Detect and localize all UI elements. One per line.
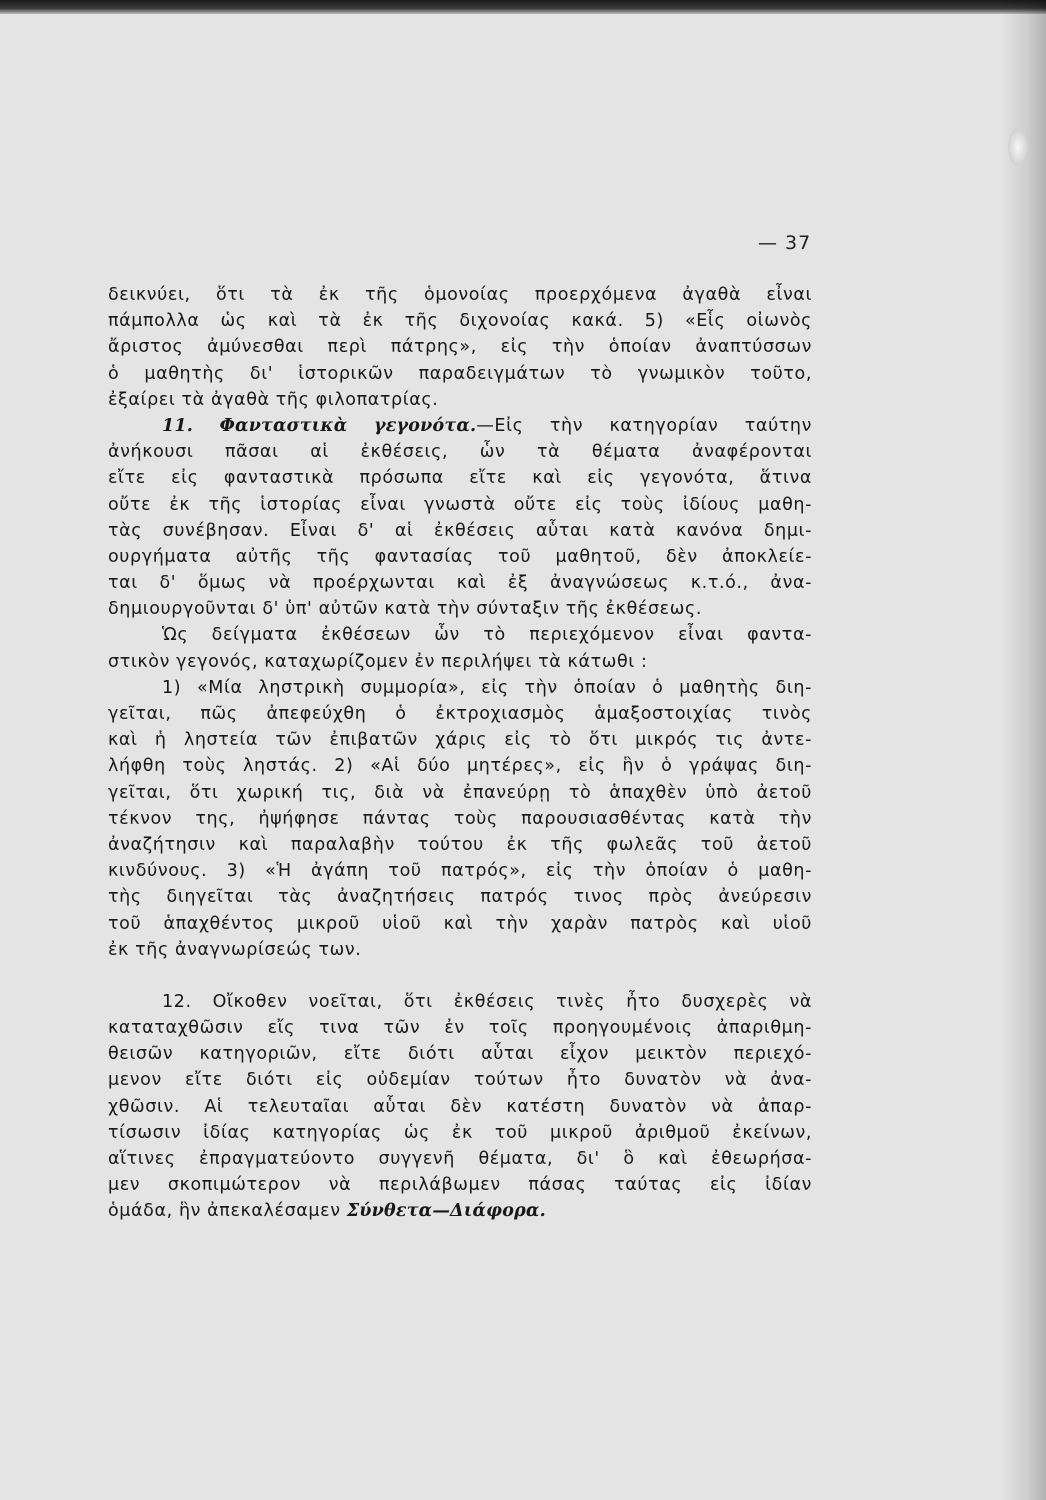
list-line: ἐκ τῆς ἀναγνωρίσεώς των. [108,939,362,960]
section-11-first-line [108,413,812,439]
list-line: τὴς διηγεῖται τὰς ἀναζητήσεις πατρός τινος πρὸς ἀνεύρεσιν [108,887,812,908]
section-12-line: θεισῶν κατηγοριῶν, εἴτε διότι αὗται εἶχον μεικτὸν περιεχό- [108,1044,812,1065]
list-line: κινδύνους. 3) «Ἡ ἀγάπη τοῦ πατρός», εἰς τὴν ὁποίαν ὁ μαθη- [108,861,812,882]
list-line: καὶ ἡ ληστεία τῶν ἐπιβατῶν χάρις εἰς τὸ ὅτι μικρός τις ἀντε- [108,730,812,751]
list-line: γεῖται, πῶς ἀπεφεύχθη ὁ ἐκτροχιασμὸς ἁμαξοστοιχίας τινὸς [108,704,812,724]
section-11-line: τὰς συνέβησαν. Εἶναι δ' αἱ ἐκθέσεις αὗται κατὰ κανόνα δημι- [108,520,812,541]
list-line: ἀναζήτησιν καὶ παραλαβὴν τούτου ἐκ τῆς φωλεᾶς τοῦ ἀετοῦ [108,834,812,855]
body-line: ἐξαίρει τὰ ἀγαθὰ τῆς φιλοπατρίας. [108,389,439,410]
section-11-heading: 11. Φανταστικὰ γεγονότα. [162,415,477,436]
section-11-line: εἴτε εἰς φανταστικὰ πρόσωπα εἴτε καὶ εἰς γεγονότα, ἅτινα [108,468,812,489]
section-11-line: ουργήματα αὐτῆς τῆς φαντασίας τοῦ μαθητοῦ, δὲν ἀποκλείε- [108,546,812,567]
list-line: τοῦ ἁπαχθέντος μικροῦ υἱοῦ καὶ τὴν χαρὰν πατρὸς καὶ υἱοῦ [108,913,812,934]
section-12-emphasis: Σύνθετα—Διάφορα. [346,1201,546,1222]
section-12-line: καταταχθῶσιν εἴς τινα τῶν ἐν τοῖς προηγουμένοις ἀπαριθμη- [108,1018,812,1039]
section-12-last-line-text: ὁμάδα, ἣν ἀπεκαλέσαμεν [108,1201,347,1222]
section-11-line: ται δ' ὅμως νὰ προέρχωνται καὶ ἐξ ἀναγνώσεως κ.τ.ό., ἀνα- [108,573,812,594]
section-11-first-line-text: —Εἰς τὴν κατηγορίαν ταύτην [476,415,812,436]
list-line: τέκνον της, ἠψήφησε πάντας τοὺς παρουσιασθέντας κατὰ τὴν [108,808,812,829]
paper-speck [1008,128,1028,166]
section-gap [108,963,812,989]
body-line: δεικνύει, ὅτι τὰ ἐκ τῆς ὁμονοίας προερχόμενα ἀγαθὰ εἶναι [108,285,812,305]
list-line: λήφθη τοὺς ληστάς. 2) «Αἱ δύο μητέρες», εἰς ἣν ὁ γράψας διη- [108,756,812,777]
scan-top-edge [0,0,1046,14]
section-12-line: τίσωσιν ἰδίας κατηγορίας ὡς ἐκ τοῦ μικροῦ ἀριθμοῦ ἐκείνων, [108,1122,812,1143]
list-line: γεῖται, ὅτι χωρική τις, διὰ νὰ ἐπανεύρῃ τὸ ἁπαχθὲν ὑπὸ ἀετοῦ [108,782,812,803]
list-line: 1) «Μία ληστρικὴ συμμορία», εἰς τὴν ὁποίαν ὁ μαθητὴς διη- [162,677,812,698]
section-11-line: οὔτε ἐκ τῆς ἱστορίας εἶναι γνωστὰ οὔτε εἰς τοὺς ἰδίους μαθη- [108,494,812,515]
section-11-line: δημιουργοῦνται δ' ὑπ' αὐτῶν κατὰ τὴν σύνταξιν τῆς ἐκθέσεως. [108,599,702,620]
body-line: πάμπολλα ὡς καὶ τὰ ἐκ τῆς διχονοίας κακά. 5) «Εἷς οἰωνὸς [108,311,812,332]
section-12-line: 12. Οἴκοθεν νοεῖται, ὅτι ἐκθέσεις τινὲς ἦτο δυσχερὲς νὰ [162,991,812,1012]
section-12-line: μενον εἴτε διότι εἰς οὐδεμίαν τούτων ἦτο δυνατὸν νὰ ἀνα- [108,1070,812,1091]
section-12-line: μεν σκοπιμώτερον νὰ περιλάβωμεν πάσας ταύτας εἰς ἰδίαν [108,1175,812,1196]
section-11-line: ἀνήκουσι πᾶσαι αἱ ἐκθέσεις, ὧν τὰ θέματα ἀναφέρονται [108,442,812,463]
scan-right-shadow [1000,0,1046,1500]
body-line: ὁ μαθητὴς δι' ἱστορικῶν παραδειγμάτων τὸ γνωμικὸν τοῦτο, [108,363,812,384]
body-line: ἄριστος ἀμύνεσθαι περὶ πάτρης», εἰς τὴν ὁποίαν ἀναπτύσσων [108,337,812,358]
examples-line: Ὡς δείγματα ἐκθέσεων ὧν τὸ περιεχόμενον εἶναι φαντα- [162,625,812,646]
section-12-last-line [108,1198,812,1224]
section-12-line: χθῶσιν. Αἱ τελευταῖαι αὗται δὲν κατέστη δυνατὸν νὰ ἀπαρ- [108,1096,812,1117]
page-number: — 37 [758,232,812,254]
examples-line: στικὸν γεγονός, καταχωρίζομεν ἐν περιλήψει τὰ κάτωθι : [108,651,648,672]
section-12-line: αἵτινες ἐπραγματεύοντο συγγενῆ θέματα, δι' ὃ καὶ ἐθεωρήσα- [108,1149,812,1169]
page-body [108,282,812,1225]
